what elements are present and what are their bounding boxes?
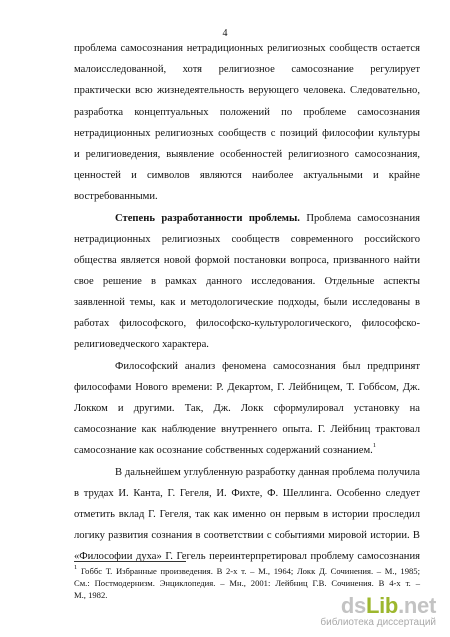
text-line: заявленной темы, как и методологические подходы, были исследованы в [74, 297, 420, 308]
dslib-watermark [320, 595, 436, 629]
text-line: свое решение в рамках данного исследования. Отдельные аспекты [74, 276, 420, 287]
footnote-reference[interactable]: 1 [372, 442, 377, 450]
text-line: нетрадиционных религиозных сообществ с позиций философии культуры [74, 128, 420, 139]
text-line: и религиоведения, выявление особенностей религиозного самосознания, [74, 149, 420, 160]
text-line: Локком и другими. Так, Дж. Локк сформулировал установку на [74, 403, 420, 414]
text-run: самосознание как осознание собственных содержаний сознанием. [74, 445, 373, 456]
footnote-line: См.: Постмодернизм. Энциклопедия. – Мн., 2001: Лейбниц Г.В. Сочинения. В 4-х т. – [74, 578, 420, 588]
text-line: малоисследованной, хотя религиозное самосознание регулирует [74, 64, 420, 75]
text-line: самосознание как наблюдение внутреннего опыта. Г. Лейбниц трактовал [74, 424, 420, 435]
text-line: логику развития сознания в соответствии с событиями мировой истории. В [74, 530, 420, 541]
text-run: Проблема самосознания [299, 213, 420, 224]
text-line: практически всю жизнедеятельность верующего человека. Следовательно, [74, 85, 420, 96]
page-number: 4 [222, 28, 228, 39]
section-heading: Степень разработанности проблемы. [115, 213, 300, 224]
text-line: нетрадиционных религиозных сообществ современного российского [74, 234, 420, 245]
text-line: востребованными. [74, 191, 158, 202]
paragraph-first-line [115, 212, 420, 225]
text-line: отметить вклад Г. Гегеля, так как именно он первым в истории проследил [74, 509, 420, 520]
text-line: разработка концептуальных положений по проблеме самосознания [74, 107, 420, 118]
footnote-divider [74, 561, 186, 562]
text-line: В дальнейшем углубленную разработку данная проблема получила [115, 467, 420, 478]
text-line: общества является новой формой постановки вопроса, призванного найти [74, 255, 420, 266]
dslib-logo: dsLib.net [340, 593, 436, 618]
text-line [74, 444, 420, 457]
footnote-line [74, 566, 420, 577]
text-line: философами Нового времени: Р. Декартом, Г. Лейбницем, Т. Гоббсом, Дж. [74, 382, 420, 393]
text-line: проблема самосознания нетрадиционных религиозных сообществ остается [74, 43, 420, 54]
footnote-number: 1 [74, 564, 78, 572]
dslib-subtitle: библиотека диссертаций [320, 617, 436, 628]
text-line: работах философского, философско-культурологического, философско- [74, 318, 420, 329]
text-line: в трудах И. Канта, Г. Гегеля, И. Фихте, Ф. Шеллинга. Особенно следует [74, 488, 420, 499]
footnote-text: Гоббс Т. Избранные произведения. В 2-х т. – М., 1964; Локк Д. Сочинения. – М., 1985; [77, 566, 420, 576]
text-line: «Философии духа» Г. Гегель переинтерпретировал проблему самосознания [74, 551, 420, 562]
text-line: религиоведческого характера. [74, 339, 209, 350]
footnote-line: М., 1982. [74, 590, 108, 600]
text-line: Философский анализ феномена самосознания был предпринят [115, 361, 420, 372]
text-line: ценностей и символов являются наиболее актуальными и крайне [74, 170, 420, 181]
